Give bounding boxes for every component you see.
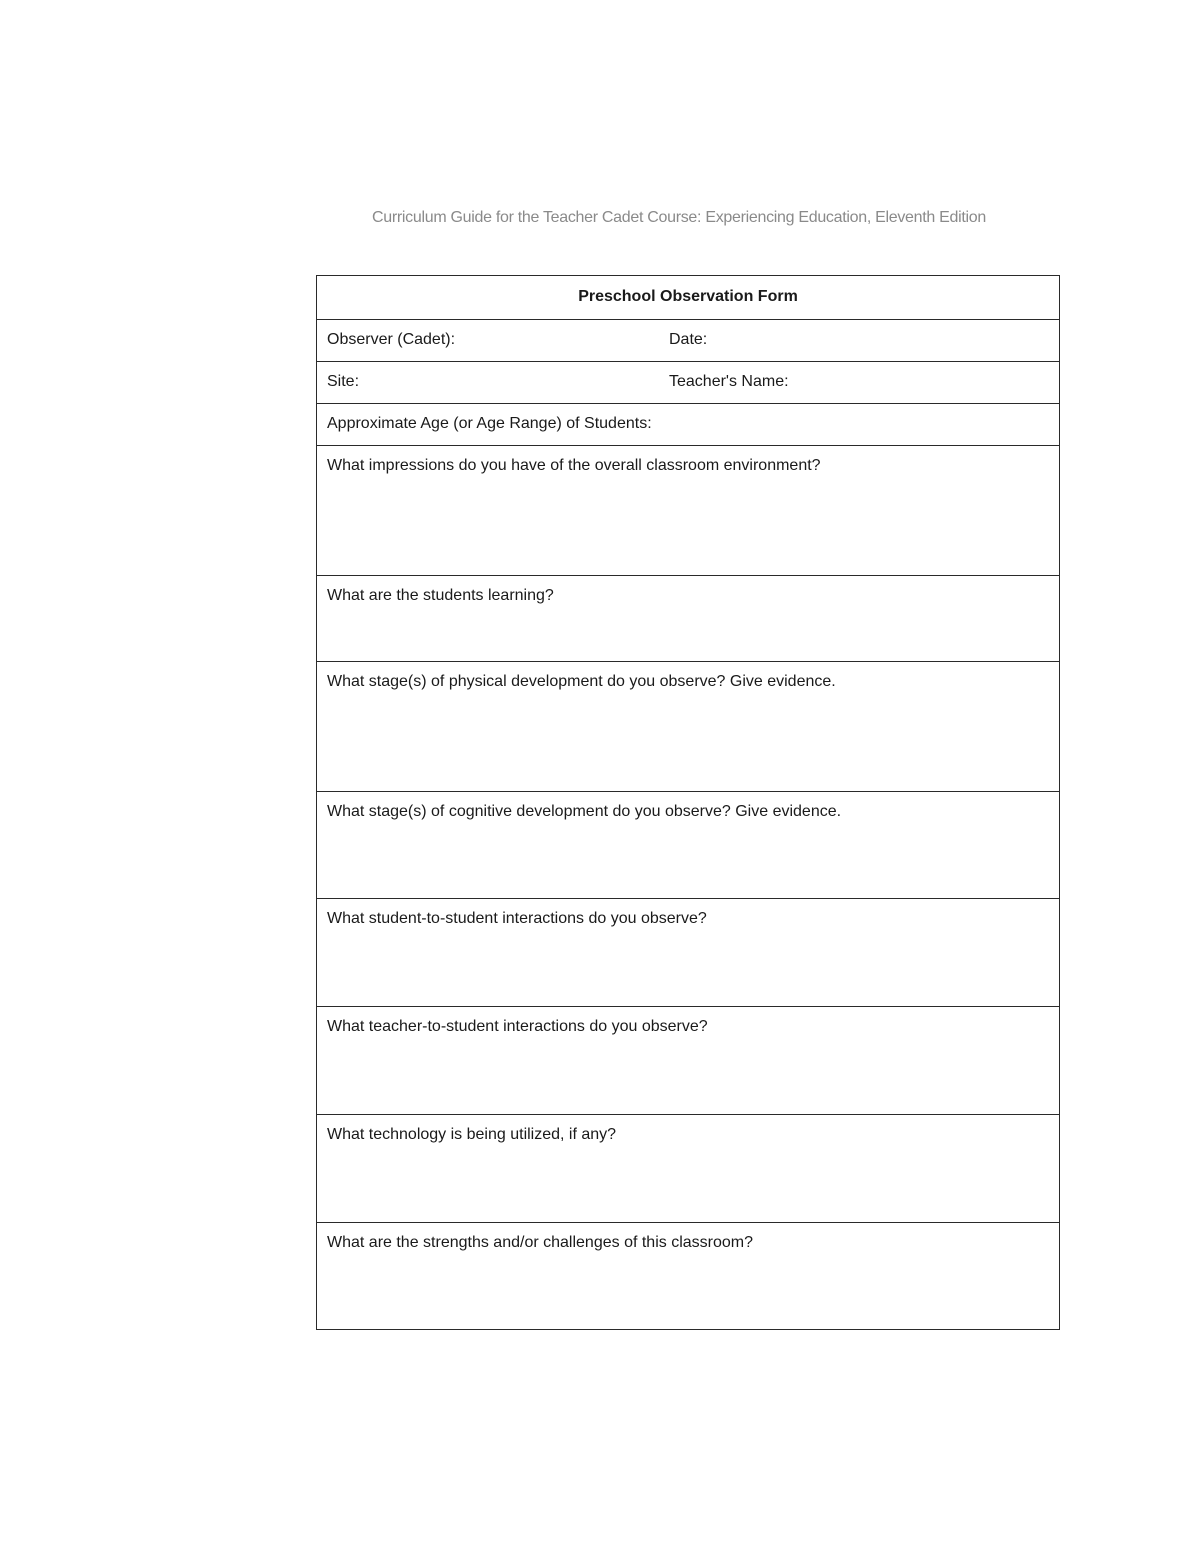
- question-physical-development: [317, 661, 1059, 791]
- question-classroom-environment: [317, 445, 1059, 575]
- question-technology: [317, 1114, 1059, 1222]
- question-label: What technology is being utilized, if any?: [327, 1126, 617, 1143]
- question-cognitive-development: [317, 791, 1059, 898]
- question-student-interactions: [317, 898, 1059, 1006]
- question-label: What student-to-student interactions do you observe?: [327, 910, 707, 927]
- question-label: What stage(s) of physical development do you observe? Give evidence.: [327, 673, 836, 690]
- date-label: Date:: [669, 331, 708, 348]
- question-strengths-challenges: [317, 1222, 1059, 1329]
- form-title: Preschool Observation Form: [578, 288, 798, 305]
- age-range-row: [317, 403, 1059, 445]
- observation-form: [316, 275, 1060, 1330]
- question-label: What stage(s) of cognitive development do you observe? Give evidence.: [327, 803, 842, 820]
- question-label: What teacher-to-student interactions do you observe?: [327, 1018, 708, 1035]
- teacher-name-label: Teacher's Name:: [669, 373, 789, 390]
- site-label: Site:: [327, 373, 360, 390]
- question-teacher-interactions: [317, 1006, 1059, 1114]
- question-label: What are the strengths and/or challenges of this classroom?: [327, 1234, 753, 1251]
- page-header: Curriculum Guide for the Teacher Cadet Course: Experiencing Education, Eleventh Edition: [372, 209, 986, 226]
- site-teacher-row: [317, 361, 1059, 403]
- age-range-label: Approximate Age (or Age Range) of Students:: [327, 415, 652, 432]
- question-label: What are the students learning?: [327, 587, 554, 604]
- question-label: What impressions do you have of the overall classroom environment?: [327, 457, 821, 474]
- observer-date-row: [317, 319, 1059, 361]
- question-students-learning: [317, 575, 1059, 661]
- observer-label: Observer (Cadet):: [327, 331, 456, 348]
